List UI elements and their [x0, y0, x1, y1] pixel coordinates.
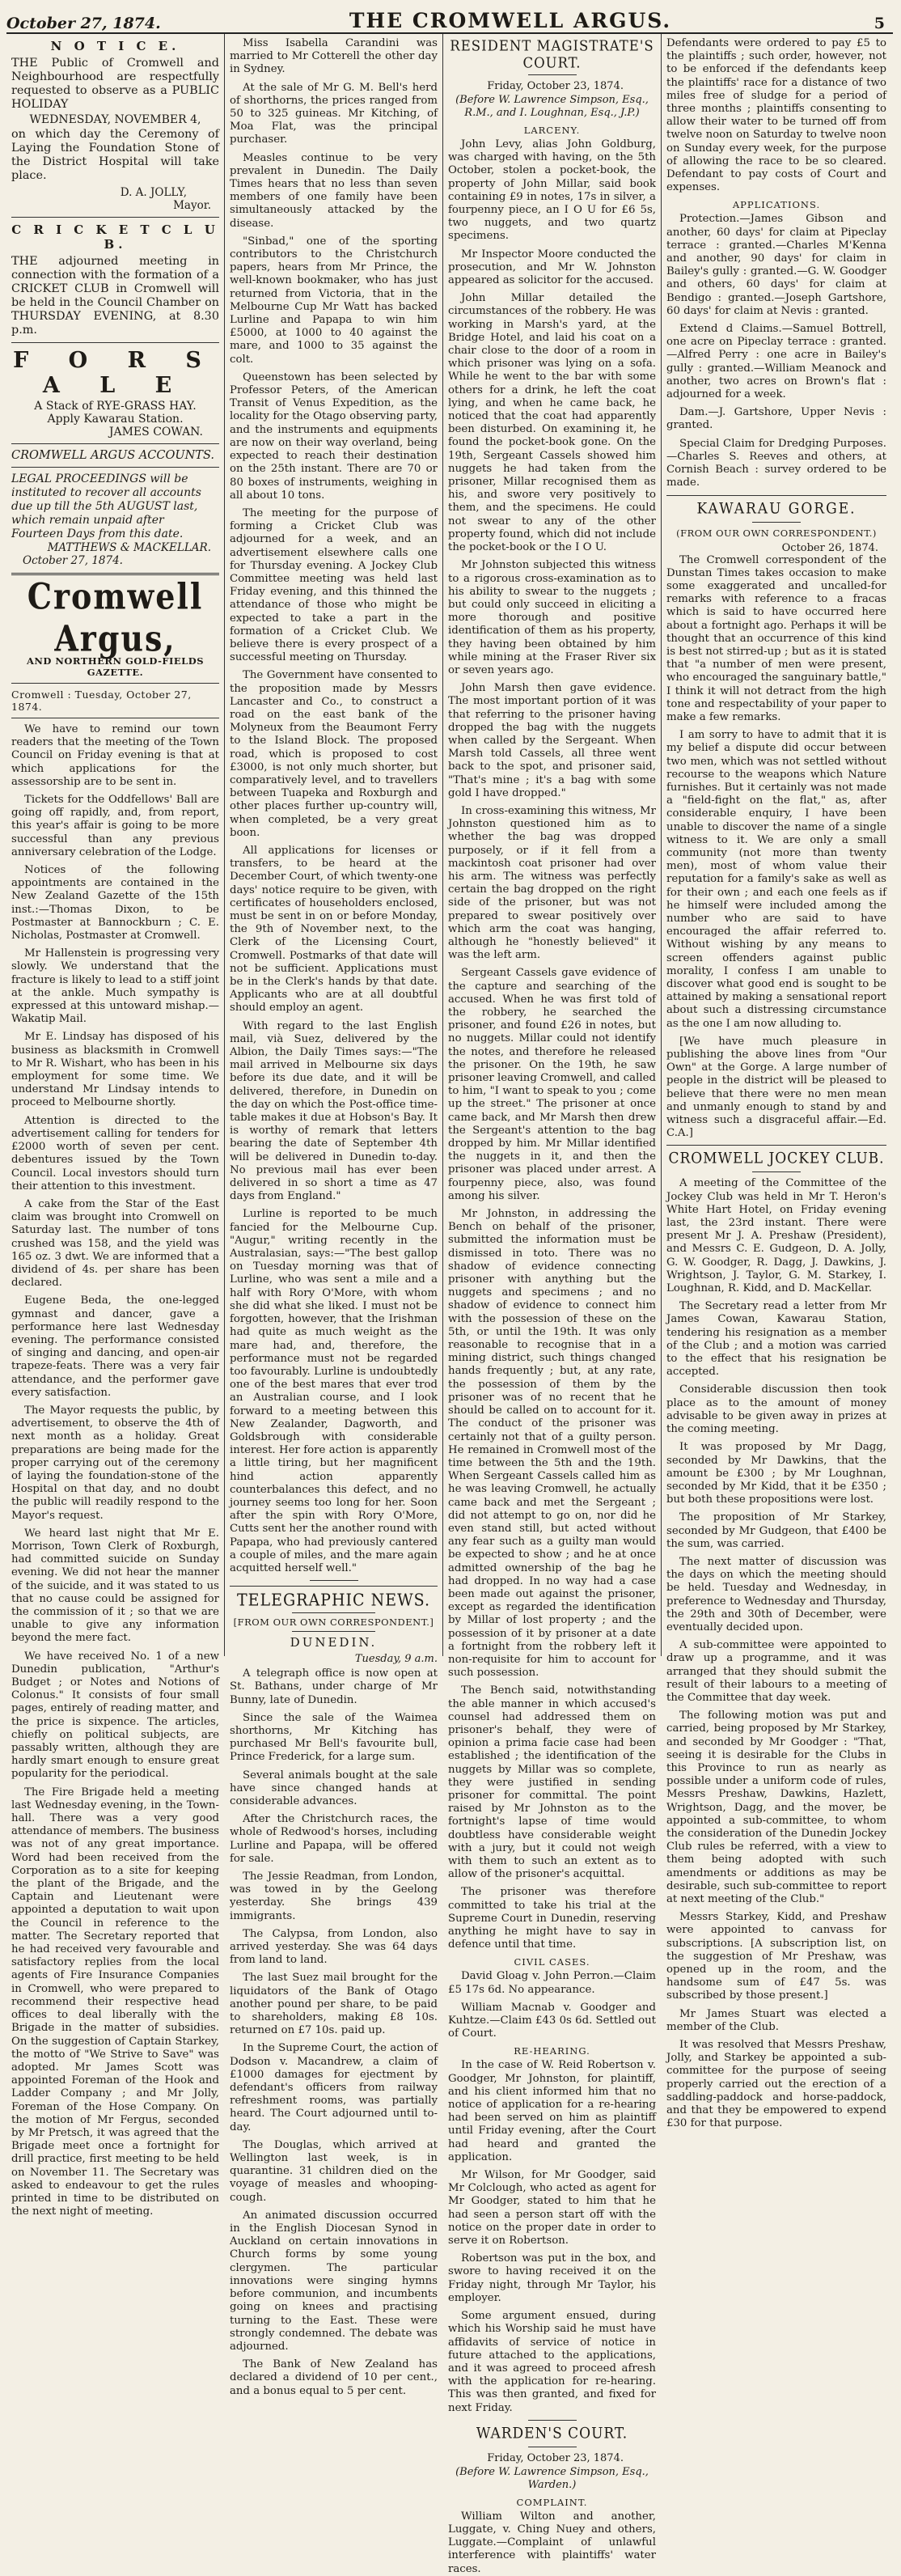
news-paragraph: With regard to the last English mail, vià Suez, delivered by the Albion, the Daily Times says:—"The mail arrived in Melbourne six days before its due date, and it will be delivered, therefore, in Dunedin on the day on which the Post-office time-table makes it due at Hobson's Bay. It is worthy of remark that letters bearing the date of September 4th will be delivered in Dunedin to-day. No previous mail has ever been delivered in so short a time as 47 days from England." [230, 1019, 438, 1203]
news-paragraph: Eugene Beda, the one-legged gymnast and dancer, gave a performance here last Wednesday evening. The performance consisted of singing and dancing, and open-air trapeze-feats. There was a very fair attendance, and the performer gave every satisfaction. [11, 1294, 219, 1399]
warden-bench: (Before W. Lawrence Simpson, Esq., Warden.) [455, 2465, 649, 2491]
telegraphic-place: DUNEDIN. [290, 1635, 378, 1650]
sale-signer: JAMES COWAN. [108, 426, 203, 439]
jockey-paragraph: A meeting of the Committee of the Jockey Club was held in Mr T. Heron's White Hart Hotel, on Friday evening last, the 23rd instant. There were present Mr J. A. Preshaw (President), and Messrs C. E. Gudgeon, D. A. Jolly, G. W. Goodger, R. Dagg, J. Dawkins, J. Wrightson, J. Taylor, G. M. Starkey, I. Loughnan, R. Kidd, and D. MacKellar. [666, 1177, 886, 1295]
warden-heading: WARDEN'S COURT. [476, 2424, 628, 2443]
telegram-item: An animated discussion occurred in the English Diocesan Synod in Auckland on certain innovations in Church forms by some young clergymen. The particular innovations were singing hymns before communion, and incumbents going on knees and practising turning to the East. These were strongly condemned. The debate was adjourned. [230, 2209, 438, 2353]
news-paragraph: The Government have consented to the proposition made by Messrs Lancaster and Co., to construct a road on the east bank of the Molyneux from the Beaumont Ferry to the Island Block. The proposed road, which is proposed to cost £3000, is not only much shorter, but comparatively level, and to travellers between Tuapeka and Roxburgh and other places further up-country will, when completed, be a very great boon. [230, 669, 438, 839]
divider [310, 1580, 358, 1581]
notice-signer-title: Mayor. [173, 199, 211, 212]
divider [11, 467, 219, 468]
jockey-paragraph: It was resolved that Messrs Preshaw, Jolly, and Starkey be appointed a sub-committee for the purpose of seeing properly carried out the erection of a saddling-paddock and horse-paddock, and that they be empowered to expend £30 for that purpose. [666, 2039, 886, 2130]
divider [292, 1631, 375, 1632]
cricket-heading: C R I C K E T C L U B. [11, 222, 219, 252]
telegram-item: The Jessie Readman, from London, was towed in by the Geelong yesterday. She brings 439 immigrants. [230, 1871, 438, 1922]
notice-text: THE Public of Cromwell and Neighbourhood are respectfully requested to observe as a PUBLIC HOLIDAY [11, 57, 219, 111]
rehearing-heading: RE-HEARING. [514, 2045, 590, 2057]
divider [11, 217, 219, 218]
court-heading: RESIDENT MAGISTRATE'S COURT. [450, 37, 654, 71]
jockey-paragraph: Mr James Stuart was elected a member of the Club. [666, 2007, 886, 2033]
court-date: Friday, October 23, 1874. [487, 80, 624, 92]
telegram-item: The Douglas, which arrived at Wellington last week, is in quarantine. 31 children died on the voyage of measles and whooping-cough. [230, 2138, 438, 2204]
notice-body [11, 57, 219, 112]
notice-day: WEDNESDAY, NOVEMBER 4, [29, 113, 201, 126]
divider [11, 683, 219, 684]
sale-line-1: A Stack of RYE-GRASS HAY. [34, 400, 197, 413]
accounts-body: LEGAL PROCEEDINGS will be instituted to recover all accounts due up till the 5th AUGUST last, which remain unpaid after Fourteen Days from this date. [11, 472, 201, 540]
news-paragraph: A cake from the Star of the East claim was brought into Cromwell on Saturday last. The number of tons crushed was 158, and the yield was 165 oz. 3 dwt. We are informed that a dividend of 4s. per share has been declared. [11, 1197, 219, 1290]
civil-case: William Macnab v. Goodger and Kuhtze.—Claim £43 0s 6d. Settled out of Court. [448, 2001, 656, 2040]
civil-heading: CIVIL CASES. [514, 1956, 590, 1968]
jockey-paragraph: The following motion was put and carried, being proposed by Mr Starkey, and seconded by Mr Goodger : "That, seeing it is desirable for the Clubs in this Province to run as nearly as possible under a uniform code of rules, Messrs Preshaw, Dawkins, Hazlett, Wrightson, Dagg, and the mover, be appointed a sub-committee, to whom the consideration of the Dunedin Jockey Club rules be referred, with a view to them being adopted with such amendments or additions as may be desirable, such sub-committee to report at next meeting of the Club." [666, 1710, 886, 1905]
news-paragraph: Measles continue to be very prevalent in Dunedin. The Daily Times hears that no less than seven members of one family have been simultaneously attacked by the disease. [230, 151, 438, 230]
divider [528, 74, 577, 75]
news-paragraph: We heard last night that Mr E. Morrison, Town Clerk of Roxburgh, had committed suicide on Sunday evening. We did not hear the manner of the suicide, and it was stated to us that no cause could be assigned for the commission of it ; so that we are unable to give any information beyond the mere fact. [11, 1527, 219, 1645]
news-paragraph: The Fire Brigade held a meeting last Wednesday evening, in the Town-hall. There was a very good attendance of members. The business was not of any great importance. Word had been received from the Corporation as to a site for keeping the plant of the Brigade, and the Captain and Lieutenant were appointed a deputation to wait upon the Council in reference to the matter. The Secretary reported that he had received very favourable and satisfactory replies from the local agents of Fire Insurance Companies in Cromwell, who were prepared to recommend their respective head offices to deal liberally with the Brigade in the matter of subsidies. On the suggestion of Captain Starkey, the motto of "We Strive to Save" was adopted. Mr James Scott was appointed Foreman of the Hook and Ladder Company ; and Mr Jolly, Foreman of the Hose Company. On the motion of Mr Fergus, seconded by Mr Pretsch, it was agreed that the Brigade meet once a fortnight for drill practice, first meeting to be held on November 11. The Secretary was asked to endeavour to get the rules printed in time to be distributed on the next night of meeting. [11, 1786, 219, 2218]
telegraphic-sub: [FROM OUR OWN CORRESPONDENT.] [233, 1616, 434, 1629]
jockey-paragraph: It was proposed by Mr Dagg, seconded by Mr Dawkins, that the amount be £300 ; by Mr Loughnan, seconded by Mr Kidd, that it be £350 ; but both these propositions were lost. [666, 1441, 886, 1506]
divider [752, 522, 801, 523]
notice-heading: N O T I C E. [50, 39, 180, 53]
jockey-paragraph: A sub-committee were appointed to draw up a programme, and it was arranged that they should submit the result of their labours to a meeting of the Committee that day week. [666, 1639, 886, 1704]
accounts-signer: MATTHEWS & MACKELLAR. [47, 541, 211, 554]
kawarau-paragraph: The Cromwell correspondent of the Dunstan Times takes occasion to make some exaggerated and uncalled-for remarks with reference to a fracas which is said to have occurred here about a fortnight ago. Perhaps it will be thought that an occurrence of this kind is best not stirred-up ; but as it is stated that "a number of men were present, who encouraged the sanguinary battle," I think it will not detract from the high tone and respectability of your paper to make a few remarks. [666, 553, 886, 723]
jockey-paragraph: Considerable discussion then took place as to the amount of money advisable to be given away in prizes at the coming meeting. [666, 1383, 886, 1436]
news-paragraph: Mr Hallenstein is progressing very slowly. We understand that the fracture is likely to lead to a stiff joint at the ankle. Much sympathy is expressed at this untoward mishap.—Wakatip Mail. [11, 947, 219, 1026]
court-paragraph: The Bench said, notwithstanding the able manner in which accused's counsel had addressed them on prisoner's behalf, they were of opinion a prima facie case had been established ; the identification of the nuggets by Millar was so complete, they were justified in sending prisoner for committal. The point raised by Mr Johnston as to the fortnight's lapse of time would doubtless have considerable weight with a jury, but it could not weigh with them to such an extent as to allow of the prisoner's acquittal. [448, 1684, 656, 1881]
jockey-paragraph: The Secretary read a letter from Mr James Cowan, Kawarau Station, tendering his resignation as a member of the Club ; and a motion was carried to the effect that his resignation be accepted. [666, 1300, 886, 1379]
news-paragraph: Queenstown has been selected by Professor Peters, of the American Transit of Venus Expedition, as the locality for the Otago observing party, and the instruments and equipments are now on their way overland, being expected to reach their destination on the 25th instant. There are 70 or 80 boxes of instruments, weighing in all about 10 tons. [230, 371, 438, 502]
civil-case: David Gloag v. John Perron.—Claim £5 17s 6d. No appearance. [448, 1970, 656, 1996]
news-paragraph: Tickets for the Oddfellows' Ball are going off rapidly, and, from report, this year's affair is going to be more successful than any previous anniversary celebration of the Lodge. [11, 794, 219, 858]
sale-heading: F O R S A L E [13, 348, 218, 398]
complaint-heading: COMPLAINT. [516, 2496, 588, 2508]
divider [666, 1145, 886, 1146]
kawarau-heading: KAWARAU GORGE. [696, 499, 857, 518]
masthead [6, 5, 893, 34]
news-paragraph: All applications for licenses or transfers, to be heard at the December Court, of which twenty-one days' notice require to be given, with certificates of householders enclosed, must be sent in on or before Monday, the 9th of November next, to the Clerk of the Licensing Court, Cromwell. Postmarks of that date will not be sufficient. Applications must be in the Clerk's hands by that date. Applicants who are at all doubtful should employ an agent. [230, 844, 438, 1015]
divider [292, 1612, 375, 1613]
telegram-item: In the Supreme Court, the action of Dodson v. Macandrew, a claim of £1000 damages for ejectment by defendant's officers from railway refreshment rooms, was partially heard. The Court adjourned until to-day. [230, 2042, 438, 2133]
column-2 [225, 34, 443, 2397]
telegram-item: The Bank of New Zealand has declared a dividend of 10 per cent., and a bonus equal to 5 per cent. [230, 2358, 438, 2397]
telegram-item: Several animals bought at the sale have since changed hands at considerable advances. [230, 1769, 438, 1807]
newspaper-title: THE CROMWELL ARGUS. [349, 9, 672, 32]
larceny-heading: LARCENY. [523, 125, 581, 136]
divider [11, 443, 219, 444]
applications-heading: APPLICATIONS. [732, 199, 821, 211]
divider [230, 1586, 438, 1587]
accounts-date: October 27, 1874. [23, 554, 123, 567]
jockey-paragraph: The proposition of Mr Starkey, seconded by Mr Gudgeon, that £400 be the sum, was carried. [666, 1511, 886, 1550]
court-paragraph: Sergeant Cassels gave evidence of the capture and searching of the accused. When he was first told of the robbery, he searched the prisoner, and found £26 in notes, but no nuggets. Millar could not identify the notes, and therefore he released the prisoner. On the 19th, he saw prisoner leaving Cromwell, and called to him, "I want to speak to you ; come up the street." The prisoner at once came back, and Mr Marsh then drew the Sergeant's attention to the bag dropped by him. Mr Millar identified the nuggets in it, and then the prisoner was placed under arrest. A fourpenny piece, also, was found among his silver. [448, 967, 656, 1202]
telegraphic-heading: TELEGRAPHIC NEWS. [236, 1591, 431, 1611]
application-item: Extend d Claims.—Samuel Bottrell, one acre on Pipeclay terrace : granted.—Alfred Perry : one acre in Bailey's gully : granted.—William Meanock and another, two acres on Brown's flat : adjourned for a week. [666, 323, 886, 401]
telegram-item: The Calypsa, from London, also arrived yesterday. She was 64 days from land to land. [230, 1927, 438, 1967]
column-1 [6, 34, 225, 2218]
notice-rest: on which day the Ceremony of Laying the Foundation Stone of the District Hospital will take place. [11, 128, 219, 182]
application-item: Special Claim for Dredging Purposes.—Charles S. Reeves and others, at Cornish Beach : survey ordered to be made. [666, 437, 886, 489]
paper-nameplate: Cromwell Argus, [27, 575, 204, 659]
sale-line-2: Apply Kawarau Station. [47, 413, 184, 426]
court-paragraph: Defendants were ordered to pay £5 to the plaintiffs ; such order, however, not to be enforced if the defendants keep the plaintiffs' race for a distance of two miles free of sludge for a period of three months ; plaintiffs consenting to allow their water to be turned off from twelve noon on Saturday to twelve noon on Sunday every week, for the purpose of allowing the race to be so cleared. Defendant to pay costs of Court and expenses. [666, 37, 886, 194]
news-paragraph: The Mayor requests the public, by advertisement, to observe the 4th of next month as a holiday. Great preparations are being made for the proper carrying out of the ceremony of laying the foundation-stone of the Hospital on that day, and no doubt the public will readily respond to the Mayor's request. [11, 1404, 219, 1522]
court-bench: (Before W. Lawrence Simpson, Esq., R.M., and I. Loughnan, Esq., J.P.) [455, 94, 649, 119]
news-paragraph: "Sinbad," one of the sporting contributors to the Christchurch papers, hears from Mr Prince, the well-known bookmaker, who has just returned from Victoria, that in the Melbourne Cup Mr Watt has backed Lurline and Papapa to win him £5000, at 1000 to 40 against the mare, and 1000 to 35 against the colt. [230, 235, 438, 366]
issue-date: October 27, 1874. [6, 15, 161, 32]
news-paragraph: We have to remind our town readers that the meeting of the Town Council on Friday evening is that at which applications for the assessorship are to be sent in. [11, 723, 219, 788]
application-item: Protection.—James Gibson and another, 60 days' for claim at Pipeclay terrace : granted.—Charles M'Kenna and another, 90 days' for claim in Bailey's gully : granted.—G. W. Goodger and others, 60 days' for claim at Bendigo : granted.—Joseph Gartshore, 60 days' for claim at Nevis : granted. [666, 213, 886, 317]
news-paragraph: Mr E. Lindsay has disposed of his business as blacksmith in Cromwell to Mr R. Wishart, who has been in his employment for some time. We understand Mr Lindsay intends to proceed to Melbourne shortly. [11, 1031, 219, 1109]
news-paragraph: We have received No. 1 of a new Dunedin publication, "Arthur's Budget ; or Notes and Notions of Colonus." It consists of four small pages, entirely of reading matter, and the price is sixpence. The articles, chiefly on political subjects, are passably written, although they are hardly smart enough to ensure great popularity for the periodical. [11, 1650, 219, 1781]
court-paragraph: John Millar detailed the circumstances of the robbery. He was working in Marsh's yard, at the Bridge Hotel, and laid his coat on a chair close to the door of a room in which prisoner was lying on a sofa. While he went to the bar with some others for a drink, he left the coat lying, and when he came back, he noticed that the coat had apparently been disturbed. On examining it, he found the pocket-book gone. On the 19th, Sergeant Cassels showed him nuggets he had taken from the prisoner, Millar recognised them as his, and swore very positively to them, and the specimens. He could not swear to any of the other property found, which did not include the pocket-book or the I O U. [448, 292, 656, 554]
warden-date: Friday, October 23, 1874. [487, 2451, 624, 2464]
page-number: 5 [874, 15, 885, 32]
application-item: Dam.—J. Gartshore, Upper Nevis : granted. [666, 406, 886, 432]
news-paragraph: The meeting for the purpose of forming a Cricket Club was adjourned for a week, and an advertisement elsewhere calls one for Thursday evening. A Jockey Club Committee meeting was held last Friday evening, and this thinned the attendance of those who might be expected to take a part in the formation of a Cricket Club. We believe there is every prospect of a successful meeting on Thursday. [230, 506, 438, 664]
jockey-paragraph: Messrs Starkey, Kidd, and Preshaw were appointed to canvass for subscriptions. [A subscription list, on the suggestion of Mr Preshaw, was opened up in the room, and the handsome sum of £47 5s. was subscribed by those present.] [666, 1911, 886, 2002]
court-paragraph: The prisoner was therefore committed to take his trial at the Supreme Court in Dunedin, reserving anything he might have to say in defence until that time. [448, 1886, 656, 1951]
paper-dateline: Cromwell : Tuesday, October 27, 1874. [11, 688, 192, 713]
jockey-heading: CROMWELL JOCKEY CLUB. [668, 1150, 885, 1168]
kawarau-paragraph: I am sorry to have to admit that it is my belief a dispute did occur between two men, which was not settled without recourse to the weapons which Nature furnishes. But it certainly was not made a "field-fight on the flat," as, after considerable enquiry, I have been unable to discover the name of a single witness to it. We are only a small community (not more than twenty men), most of whom value their reputation for a family's sake as well as for their own ; and each one feels as if he himself were included among the number who are said to have encouraged the affair referred to. Without wishing by any means to screen offenders against public morality, I confess I am unable to discover what good end is sought to be attained by making a sensational report about such a distressing circumstance as the one I am now alluding to. [666, 729, 886, 1030]
court-paragraph: Some argument ensued, during which his Worship said he must have affidavits of service of notice in future attached to the applications, and it was agreed to proceed afresh with the application for re-hearing. This was then granted, and fixed for next Friday. [448, 2310, 656, 2414]
news-paragraph: Notices of the following appointments are contained in the New Zealand Gazette of the 15th inst.:—Thomas Dixon, to be Postmaster at Bannockburn ; C. E. Nicholas, Postmaster at Cromwell. [11, 864, 219, 943]
telegram-item: A telegraph office is now open at St. Bathans, under charge of Mr Bunny, late of Dunedin. [230, 1667, 438, 1706]
kawarau-date: October 26, 1874. [781, 541, 878, 554]
court-paragraph: William Wilton and another, Luggate, v. Ching Nuey and others, Luggate.—Complaint of unlawful interference with plaintiffs' water races. [448, 2510, 656, 2575]
divider [11, 342, 219, 343]
divider [528, 2420, 577, 2421]
court-paragraph: Mr Johnston subjected this witness to a rigorous cross-examination as to his ability to swear to the nuggets ; but could only succeed in eliciting a more thorough and positive identification of them as his property, they having been obtained by him while mining at the Fraser River six or seven years ago. [448, 559, 656, 676]
news-paragraph: At the sale of Mr G. M. Bell's herd of shorthorns, the prices ranged from 50 to 325 guineas. Mr Kitching, of Moa Flat, was the principal purchaser. [230, 81, 438, 146]
divider [752, 1171, 801, 1172]
paper-subtitle: AND NORTHERN GOLD-FIELDS GAZETTE. [26, 655, 205, 678]
court-paragraph: Mr Johnston, in addressing the Bench on behalf of the prisoner, submitted the information must be dismissed in toto. There was no shadow of evidence connecting prisoner with anything but the nuggets and specimens ; and no shadow of evidence to connect him with the possession of these on the 5th, or until the 19th. It was only reasonable to recognise that in a mining district, such things changed hands frequently ; but, at any rate, the possession of them by the prisoner was of no recent that he should be called on to account for it. The conduct of the prisoner was certainly not that of a guilty person. He remained in Cromwell most of the time between the 5th and the 19th. When Sergeant Cassels called him as he was leaving Cromwell, he actually came back and met the Sergeant ; did not attempt to go on, nor did he even stand still, but acted without any fear such as a guilty man would be expected to show ; and he at once admitted ownership of the bag he had dropped. In no way had a case been made out against the prisoner, except as regarded the identification by Millar of lost property ; and the possession of it by prisoner at a date a fortnight from the robbery left it non-requisite for him to account for such possession. [448, 1208, 656, 1680]
court-paragraph: Mr Wilson, for Mr Goodger, said Mr Colclough, who acted as agent for Mr Goodger, stated to him that he had seen a person start off with the notice on the proper date in order to serve it on Robertson. [448, 2169, 656, 2248]
jockey-paragraph: The next matter of discussion was the days on which the meeting should be held. Tuesday and Wednesday, in preference to Wednesday and Thursday, the 29th and 30th of December, were eventually decided upon. [666, 1555, 886, 1633]
news-paragraph: Miss Isabella Carandini was married to Mr Cotterell the other day in Sydney. [230, 37, 438, 76]
cricket-body: THE adjourned meeting in connection with the formation of a CRICKET CLUB in Cromwell will be held in the Council Chamber on THURSDAY EVENING, at 8.30 p.m. [11, 255, 219, 337]
news-paragraph: Lurline is reported to be much fancied for the Melbourne Cup. "Augur," writing recently in the Australasian, says:—"The best gallop on Tuesday morning was that of Lurline, who was sent a mile and a half with Rory O'More, with whom she did what she liked. I must not be forgotten, however, that the Irishman had quite as much weight as the mare had, and, therefore, the performance must not be regarded too favourably. Lurline is undoubtedly one of the best mares that ever trod an Australian course, and I look forward to a meeting between this New Zealander, Dagworth, and Goldsbrough with considerable interest. Her fore action is apparently a little tiring, but her magnificent hind action apparently counterbalances this defect, and no journey seems too long for her. Soon after the spin with Rory O'More, Cutts sent her the another round with Papapa, who had previously cantered a couple of miles, and the mare again acquitted herself well." [230, 1208, 438, 1574]
court-paragraph: Robertson was put in the box, and swore to having received it on the Friday night, through Mr Taylor, his employer. [448, 2252, 656, 2304]
column-4 [662, 34, 891, 2130]
accounts-title: CROMWELL ARGUS ACCOUNTS. [11, 449, 214, 462]
telegram-item: After the Christchurch races, the whole of Redwood's horses, including Lurline and Papapa, will be offered for sale. [230, 1813, 438, 1865]
court-paragraph: In the case of W. Reid Robertson v. Goodger, Mr Johnston, for plaintiff, and his client informed him that no notice of application for a re-hearing had been served on him as plaintiff until Friday evening, after the Court had heard and granted the application. [448, 2059, 656, 2163]
kawarau-paragraph: [We have much pleasure in publishing the above lines from "Our Own" at the Gorge. A large number of people in the district will be pleased to believe that there were no men mean and unmanly enough to stand by and witness such a disgraceful affair.—Ed. C.A.] [666, 1035, 886, 1140]
court-paragraph: John Levy, alias John Goldburg, was charged with having, on the 5th October, stolen a pocket-book, the property of John Millar, said book containing £9 in notes, 17s in silver, a fourpenny piece, an I O U for £6 5s, two nuggets, and two quartz specimens. [448, 138, 656, 243]
court-paragraph: Mr Inspector Moore conducted the prosecution, and Mr W. Johnston appeared as solicitor for the accused. [448, 248, 656, 287]
court-paragraph: John Marsh then gave evidence. The most important portion of it was that referring to the prisoner having dropped the bag with the nuggets when called by the Sergeant. When Marsh told Cassels, all three went back to the spot, and prisoner said, "That's mine ; it's a bag with some gold I have dropped." [448, 682, 656, 799]
telegram-item: Since the sale of the Waimea shorthorns, Mr Kitching has purchased Mr Bell's favourite bull, Prince Frederick, for a large sum. [230, 1711, 438, 1764]
news-paragraph: Attention is directed to the advertisement calling for tenders for £2000 worth of seven per cent. debentures issued by the Town Council. Local investors should turn their attention to this investment. [11, 1114, 219, 1193]
court-paragraph: In cross-examining this witness, Mr Johnston questioned him as to whether the bag was dropped purposely, or if it fell from a mackintosh coat prisoner had over his arm. The witness was perfectly certain the bag dropped on the right side of the prisoner, but was not prepared to swear positively over which arm the coat was hanging, although he "honestly believed" it was the left arm. [448, 804, 656, 962]
column-3 [443, 34, 662, 2575]
divider [666, 495, 886, 496]
telegraphic-time: Tuesday, 9 a.m. [354, 1653, 438, 1666]
kawarau-sub: (FROM OUR OWN CORRESPONDENT.) [676, 527, 877, 539]
telegram-item: The last Suez mail brought for the liquidators of the Bank of Otago another pound per share, to be paid to shareholders, making £8 10s. returned on £7 10s. paid up. [230, 1972, 438, 2037]
notice-signer: D. A. JOLLY, [120, 186, 187, 199]
